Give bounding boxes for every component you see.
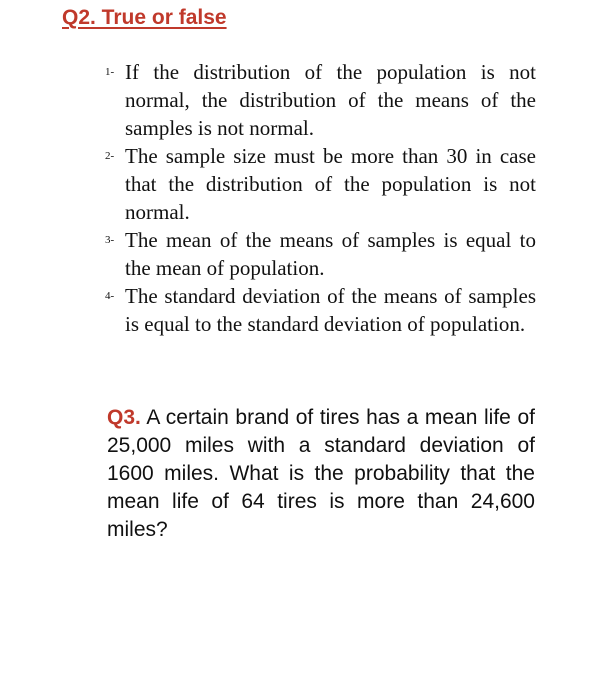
item-text: The mean of the means of samples is equal to the mean of population. — [125, 228, 536, 280]
list-item — [105, 226, 536, 282]
item-text: The sample size must be more than 30 in case that the distribution of the population is not normal. — [125, 144, 536, 224]
item-number: 3- — [105, 234, 115, 246]
q2-heading: Q2. True or false — [62, 6, 227, 29]
item-number: 4- — [105, 290, 115, 302]
q3-label: Q3. — [107, 406, 141, 429]
item-text: If the distribution of the population is not normal, the distribution of the means of the samples is not normal. — [125, 60, 536, 140]
q3-question — [107, 404, 535, 544]
item-text: The standard deviation of the means of samples is equal to the standard deviation of population. — [125, 284, 536, 336]
list-item — [105, 58, 536, 142]
item-number: 2- — [105, 150, 115, 162]
item-number: 1- — [105, 66, 115, 78]
q3-text: A certain brand of tires has a mean life of 25,000 miles with a standard deviation of 1600 miles. What is the probability that the mean life of 64 tires is more than 24,600 miles? — [107, 406, 535, 541]
list-item — [105, 282, 536, 338]
list-item — [105, 142, 536, 226]
true-false-list — [105, 58, 536, 338]
